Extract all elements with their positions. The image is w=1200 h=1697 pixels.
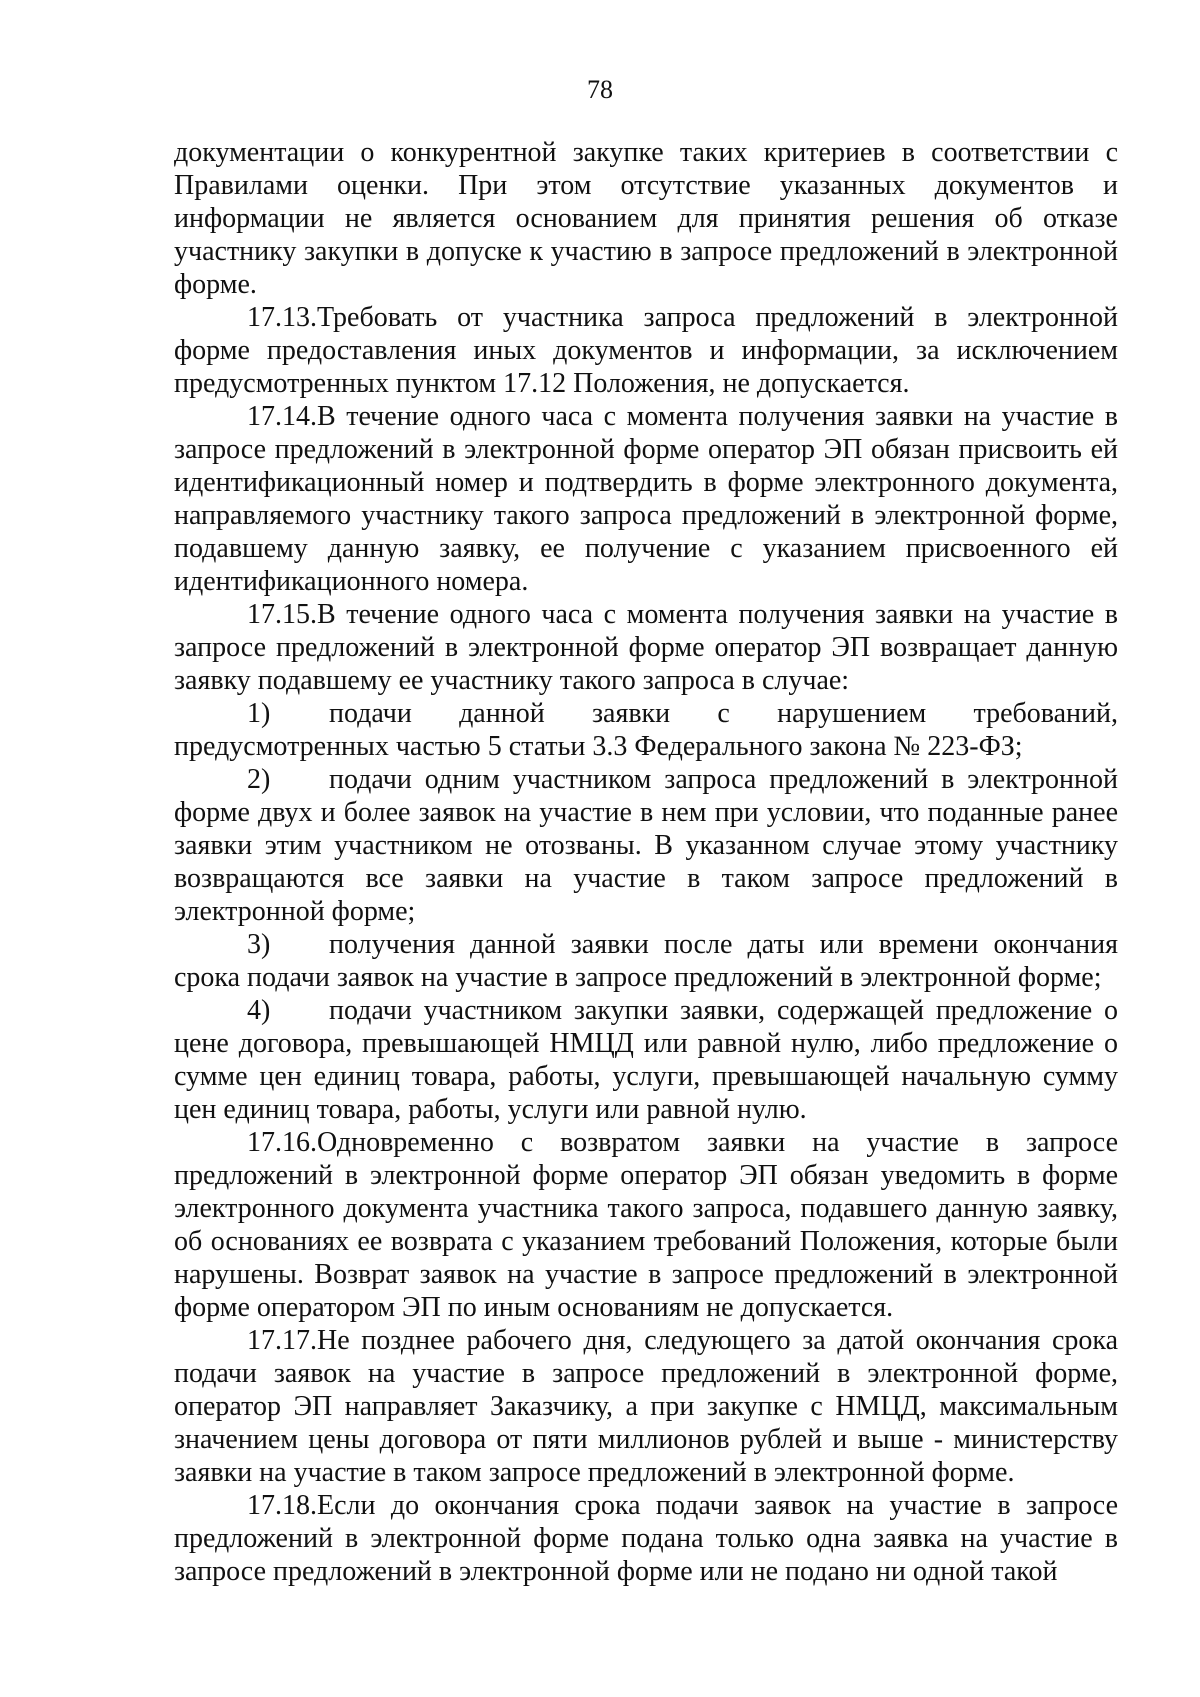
paragraph-17-15: 17.15.В течение одного часа с момента получения заявки на участие в запросе предложений в электронной форме оператор ЭП возвращает данную заявку подавшему ее участнику такого запроса в случае: bbox=[174, 599, 1118, 696]
paragraph-continuation: документации о конкурентной закупке таких критериев в соответствии с Правилами оценки. При этом отсутствие указанных документов и информации не является основанием для принятия решения об отказе участнику закупки в допуске к участию в запросе предложений в электронной форме. bbox=[174, 137, 1118, 300]
paragraph-17-18: 17.18.Если до окончания срока подачи заявок на участие в запросе предложений в электронной форме подана только одна заявка на участие в запросе предложений в электронной форме или не подано ни одной такой bbox=[174, 1490, 1118, 1587]
page-number: 78 bbox=[587, 75, 613, 104]
list-number: 4) bbox=[247, 995, 271, 1026]
list-number: 3) bbox=[247, 929, 271, 960]
list-item-text: получения данной заявки после даты или времени окончания срока подачи заявок на участие в запросе предложений в электронной форме; bbox=[174, 929, 1118, 993]
list-item-2 bbox=[174, 763, 1118, 928]
paragraph-17-14: 17.14.В течение одного часа с момента получения заявки на участие в запросе предложений в электронной форме оператор ЭП обязан присвоить ей идентификационный номер и подтвердить в форме электронного документа, направляемого участнику такого запроса предложений в электронной форме, подавшему данную заявку, ее получение с указанием присвоенного ей идентификационного номера. bbox=[174, 401, 1118, 597]
list-item-4 bbox=[174, 994, 1118, 1126]
paragraph-17-16: 17.16.Одновременно с возвратом заявки на участие в запросе предложений в электронной форме оператор ЭП обязан уведомить в форме электронного документа участника такого запроса, подавшего данную заявку, об основаниях ее возврата с указанием требований Положения, которые были нарушены. Возврат заявок на участие в запросе предложений в электронной форме оператором ЭП по иным основаниям не допускается. bbox=[174, 1127, 1118, 1323]
list-number: 2) bbox=[247, 764, 271, 795]
list-item-1 bbox=[174, 697, 1118, 763]
list-number: 1) bbox=[247, 698, 271, 729]
list-item-text: подачи одним участником запроса предложений в электронной форме двух и более заявок на участие в нем при условии, что поданные ранее заявки этим участником не отозваны. В указанном случае этому участнику возвращаются все заявки на участие в таком запросе предложений в электронной форме; bbox=[174, 764, 1118, 927]
paragraph-17-17: 17.17.Не позднее рабочего дня, следующего за датой окончания срока подачи заявок на участие в запросе предложений в электронной форме, оператор ЭП направляет Заказчику, а при закупке с НМЦД, максимальным значением цены договора от пяти миллионов рублей и выше - министерству заявки на участие в таком запросе предложений в электронной форме. bbox=[174, 1325, 1118, 1488]
document-body bbox=[174, 136, 1118, 1588]
list-item-text: подачи участником закупки заявки, содержащей предложение о цене договора, превышающей НМЦД или равной нулю, либо предложение о сумме цен единиц товара, работы, услуги, превышающей начальную сумму цен единиц товара, работы, услуги или равной нулю. bbox=[174, 995, 1118, 1125]
paragraph-17-13: 17.13.Требовать от участника запроса предложений в электронной форме предоставления иных документов и информации, за исключением предусмотренных пунктом 17.12 Положения, не допускается. bbox=[174, 302, 1118, 399]
list-item-text: подачи данной заявки с нарушением требований, предусмотренных частью 5 статьи 3.3 Федерального закона № 223-ФЗ; bbox=[174, 698, 1118, 762]
list-item-3 bbox=[174, 928, 1118, 994]
